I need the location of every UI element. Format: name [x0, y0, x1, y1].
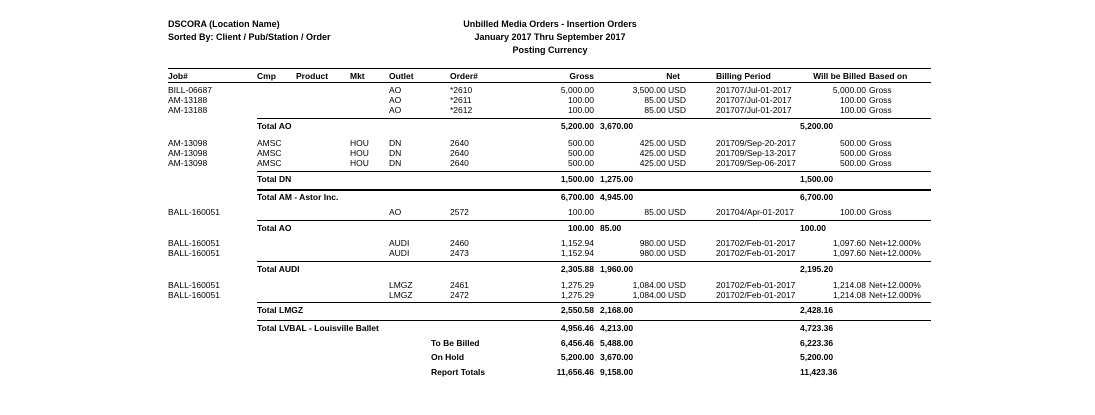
- mkt-cell: HOU: [350, 148, 369, 158]
- total-label: Total LVBAL - Louisville Ballet: [257, 323, 379, 333]
- total-label: Total AO: [257, 223, 292, 233]
- job-cell: BILL-06687: [168, 85, 212, 95]
- total-gross: 6,700.00: [560, 192, 594, 202]
- location-name: DSCORA (Location Name): [168, 19, 280, 29]
- based-on-cell: Gross: [869, 95, 892, 105]
- job-cell: BALL-160051: [168, 280, 220, 290]
- outlet-cell: AO: [389, 85, 402, 95]
- total-label: Total DN: [257, 174, 292, 184]
- mkt-cell: HOU: [350, 138, 369, 148]
- billing-period-cell: 201707/Jul-01-2017: [716, 105, 792, 115]
- billing-period-cell: 201702/Feb-01-2017: [716, 290, 796, 300]
- net-cell: 85.00 USD: [644, 95, 686, 105]
- outlet-cell: DN: [389, 158, 402, 168]
- billed-cell: 1,214.08: [832, 290, 866, 300]
- outlet-cell: AO: [389, 207, 402, 217]
- total-rule: [257, 302, 931, 303]
- cmp-cell: AMSC: [257, 148, 282, 158]
- billed-cell: 100.00: [840, 207, 866, 217]
- col-net: Net: [666, 71, 680, 81]
- gross-cell: 1,152.94: [560, 238, 594, 248]
- outlet-cell: LMGZ: [389, 290, 413, 300]
- total-rule: [257, 320, 931, 321]
- net-cell: 425.00 USD: [639, 158, 686, 168]
- billed-cell: 1,097.60: [832, 238, 866, 248]
- billed-cell: 5,000.00: [832, 85, 866, 95]
- report-title: Unbilled Media Orders - Insertion Orders: [463, 19, 637, 29]
- sort-description: Sorted By: Client / Pub/Station / Order: [168, 32, 331, 42]
- job-cell: BALL-160051: [168, 290, 220, 300]
- order-cell: 2640: [450, 148, 469, 158]
- total-gross: 4,956.46: [560, 323, 594, 333]
- net-cell: 85.00 USD: [644, 105, 686, 115]
- summary-gross: 6,456.46: [560, 338, 594, 348]
- summary-billed: 11,423.36: [800, 367, 838, 377]
- summary-label: On Hold: [431, 352, 465, 362]
- summary-billed: 6,223.36: [800, 338, 834, 348]
- net-cell: 1,084.00 USD: [632, 290, 686, 300]
- header-rule-bottom: [168, 82, 931, 83]
- summary-gross: 11,656.46: [556, 367, 594, 377]
- col-outlet: Outlet: [389, 71, 414, 81]
- summary-net: 9,158.00: [600, 367, 634, 377]
- gross-cell: 1,152.94: [560, 248, 594, 258]
- order-cell: *2612: [450, 105, 473, 115]
- order-cell: 2472: [450, 290, 469, 300]
- order-cell: 2473: [450, 248, 469, 258]
- based-on-cell: Net+12.000%: [869, 290, 921, 300]
- gross-cell: 500.00: [568, 138, 594, 148]
- total-net: 85.00: [600, 223, 622, 233]
- based-on-cell: Gross: [869, 138, 892, 148]
- total-billed: 2,428.16: [800, 305, 834, 315]
- billed-cell: 1,214.08: [832, 280, 866, 290]
- total-billed: 100.00: [800, 223, 826, 233]
- gross-cell: 500.00: [568, 148, 594, 158]
- billing-period-cell: 201702/Feb-01-2017: [716, 248, 796, 258]
- total-gross: 1,500.00: [560, 174, 594, 184]
- net-cell: 425.00 USD: [639, 148, 686, 158]
- total-rule: [257, 189, 931, 191]
- based-on-cell: Gross: [869, 158, 892, 168]
- gross-cell: 100.00: [568, 105, 594, 115]
- outlet-cell: AUDI: [389, 248, 410, 258]
- order-cell: 2640: [450, 138, 469, 148]
- net-cell: 3,500.00 USD: [632, 85, 686, 95]
- gross-cell: 100.00: [568, 207, 594, 217]
- job-cell: AM-13188: [168, 95, 208, 105]
- cmp-cell: AMSC: [257, 158, 282, 168]
- net-cell: 85.00 USD: [644, 207, 686, 217]
- job-cell: AM-13098: [168, 148, 208, 158]
- billing-period-cell: 201702/Feb-01-2017: [716, 238, 796, 248]
- billing-period-cell: 201707/Jul-01-2017: [716, 95, 792, 105]
- outlet-cell: DN: [389, 148, 402, 158]
- billing-period-cell: 201707/Jul-01-2017: [716, 85, 792, 95]
- gross-cell: 100.00: [568, 95, 594, 105]
- total-label: Total AM - Astor Inc.: [257, 192, 339, 202]
- gross-cell: 1,275.29: [560, 290, 594, 300]
- col-will-be-billed: Will be Billed: [813, 71, 866, 81]
- cmp-cell: AMSC: [257, 138, 282, 148]
- total-billed: 2,195.20: [800, 264, 834, 274]
- outlet-cell: LMGZ: [389, 280, 413, 290]
- total-rule: [257, 118, 931, 119]
- total-label: Total LMGZ: [257, 305, 304, 315]
- job-cell: AM-13188: [168, 105, 208, 115]
- outlet-cell: AUDI: [389, 238, 410, 248]
- total-gross: 100.00: [568, 223, 594, 233]
- order-cell: *2610: [450, 85, 473, 95]
- total-label: Total AUDI: [257, 264, 300, 274]
- based-on-cell: Net+12.000%: [869, 280, 921, 290]
- based-on-cell: Gross: [869, 105, 892, 115]
- net-cell: 425.00 USD: [639, 138, 686, 148]
- header-rule-top: [168, 68, 931, 69]
- col-order: Order#: [450, 71, 478, 81]
- job-cell: AM-13098: [168, 158, 208, 168]
- billing-period-cell: 201702/Feb-01-2017: [716, 280, 796, 290]
- total-net: 1,960.00: [600, 264, 634, 274]
- mkt-cell: HOU: [350, 158, 369, 168]
- col-gross: Gross: [569, 71, 594, 81]
- report-date-range: January 2017 Thru September 2017: [474, 32, 626, 42]
- summary-billed: 5,200.00: [800, 352, 834, 362]
- based-on-cell: Net+12.000%: [869, 238, 921, 248]
- order-cell: 2460: [450, 238, 469, 248]
- summary-label: To Be Billed: [431, 338, 480, 348]
- billed-cell: 100.00: [840, 95, 866, 105]
- job-cell: BALL-160051: [168, 207, 220, 217]
- billing-period-cell: 201704/Apr-01-2017: [716, 207, 794, 217]
- total-rule: [257, 261, 931, 262]
- summary-net: 5,488.00: [600, 338, 634, 348]
- based-on-cell: Gross: [869, 148, 892, 158]
- net-cell: 980.00 USD: [639, 248, 686, 258]
- job-cell: BALL-160051: [168, 238, 220, 248]
- outlet-cell: AO: [389, 95, 402, 105]
- billing-period-cell: 201709/Sep-13-2017: [716, 148, 796, 158]
- billed-cell: 500.00: [840, 138, 866, 148]
- total-billed: 5,200.00: [800, 121, 834, 131]
- total-billed: 6,700.00: [800, 192, 834, 202]
- net-cell: 1,084.00 USD: [632, 280, 686, 290]
- col-cmp: Cmp: [257, 71, 276, 81]
- total-net: 3,670.00: [600, 121, 634, 131]
- summary-net: 3,670.00: [600, 352, 634, 362]
- total-label: Total AO: [257, 121, 292, 131]
- billing-period-cell: 201709/Sep-20-2017: [716, 138, 796, 148]
- total-gross: 2,305.88: [560, 264, 594, 274]
- total-net: 1,275.00: [600, 174, 634, 184]
- billed-cell: 500.00: [840, 158, 866, 168]
- total-gross: 5,200.00: [560, 121, 594, 131]
- total-rule: [257, 220, 931, 221]
- based-on-cell: Gross: [869, 85, 892, 95]
- report-currency: Posting Currency: [512, 45, 588, 55]
- col-product: Product: [296, 71, 329, 81]
- total-rule: [257, 171, 931, 172]
- order-cell: 2640: [450, 158, 469, 168]
- job-cell: AM-13098: [168, 138, 208, 148]
- total-gross: 2,550.58: [560, 305, 594, 315]
- billed-cell: 500.00: [840, 148, 866, 158]
- outlet-cell: DN: [389, 138, 402, 148]
- billing-period-cell: 201709/Sep-06-2017: [716, 158, 796, 168]
- total-billed: 4,723.36: [800, 323, 834, 333]
- summary-label: Report Totals: [431, 367, 486, 377]
- net-cell: 980.00 USD: [639, 238, 686, 248]
- based-on-cell: Net+12.000%: [869, 248, 921, 258]
- total-net: 4,213.00: [600, 323, 634, 333]
- order-cell: *2611: [450, 95, 472, 105]
- billed-cell: 1,097.60: [832, 248, 866, 258]
- gross-cell: 5,000.00: [560, 85, 594, 95]
- job-cell: BALL-160051: [168, 248, 220, 258]
- total-billed: 1,500.00: [800, 174, 834, 184]
- gross-cell: 1,275.29: [560, 280, 594, 290]
- col-based-on: Based on: [869, 71, 908, 81]
- col-job: Job#: [168, 71, 188, 81]
- col-mkt: Mkt: [350, 71, 365, 81]
- billed-cell: 100.00: [840, 105, 866, 115]
- outlet-cell: AO: [389, 105, 402, 115]
- col-billing-period: Billing Period: [716, 71, 771, 81]
- total-net: 4,945.00: [600, 192, 634, 202]
- order-cell: 2461: [450, 280, 469, 290]
- based-on-cell: Gross: [869, 207, 892, 217]
- summary-gross: 5,200.00: [560, 352, 594, 362]
- order-cell: 2572: [450, 207, 469, 217]
- total-net: 2,168.00: [600, 305, 634, 315]
- gross-cell: 500.00: [568, 158, 594, 168]
